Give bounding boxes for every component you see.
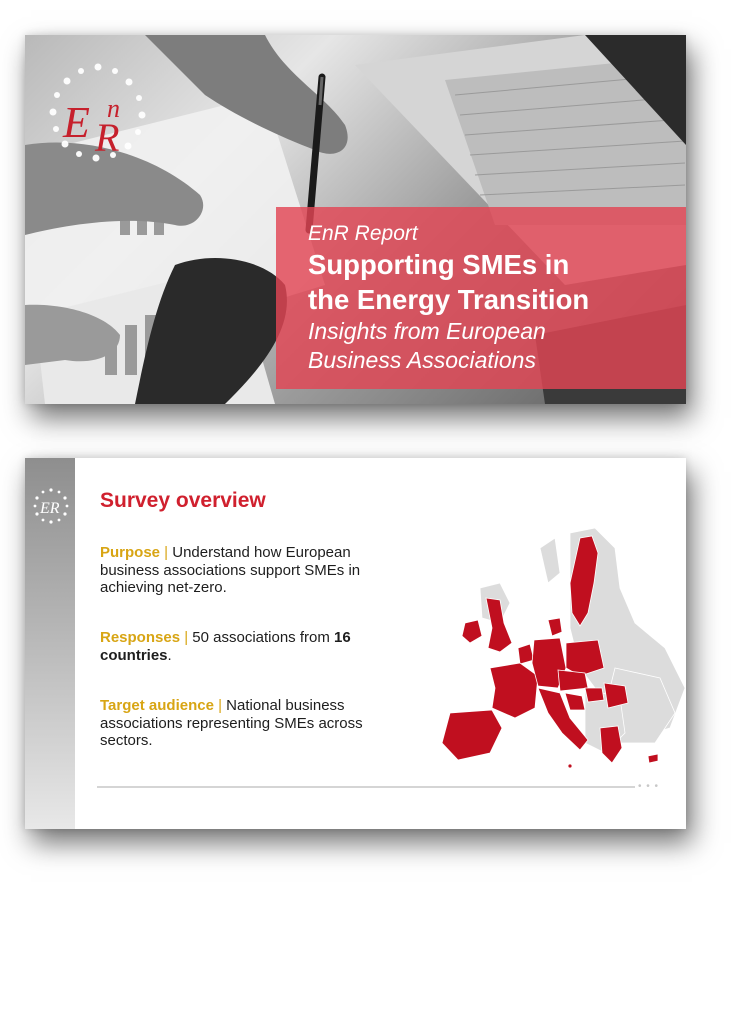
responses-label: Responses [100, 629, 181, 646]
responses-countries: 16 countries [100, 629, 351, 664]
target-paragraph [100, 697, 410, 750]
purpose-separator: | [160, 544, 173, 561]
footer-rule [97, 786, 635, 788]
target-separator: | [213, 697, 227, 714]
report-subtitle-line2: Business Associations [308, 347, 536, 373]
target-label: Target audience [100, 697, 214, 714]
svg-text:n: n [107, 94, 120, 123]
purpose-label: Purpose [100, 544, 161, 561]
report-kicker: EnR Report [308, 222, 418, 245]
responses-paragraph [100, 629, 410, 664]
responses-text: 50 associations from [192, 629, 335, 646]
target-text: National business associations representing SMEs across sectors. [100, 697, 363, 749]
europe-map-icon [420, 528, 685, 783]
cover-slide [25, 35, 686, 404]
responses-separator: | [180, 629, 193, 646]
responses-end: . [167, 646, 172, 664]
enr-logo-icon [43, 57, 153, 167]
footer-dots: • • • [638, 781, 660, 792]
svg-text:E: E [63, 98, 90, 147]
report-title-line1: Supporting SMEs in [308, 249, 570, 280]
enr-logo-small-icon [31, 486, 71, 526]
slide-title: Survey overview [100, 489, 266, 512]
svg-text:ER: ER [40, 500, 60, 517]
cover-title-box [276, 207, 686, 389]
survey-overview-slide [25, 458, 686, 829]
report-subtitle-line1: Insights from European [308, 318, 546, 344]
purpose-text: Understand how European business associations support SMEs in achieving net-zero. [100, 544, 361, 596]
purpose-paragraph [100, 544, 410, 597]
report-title-line2: the Energy Transition [308, 284, 590, 315]
svg-text:R: R [95, 115, 120, 160]
